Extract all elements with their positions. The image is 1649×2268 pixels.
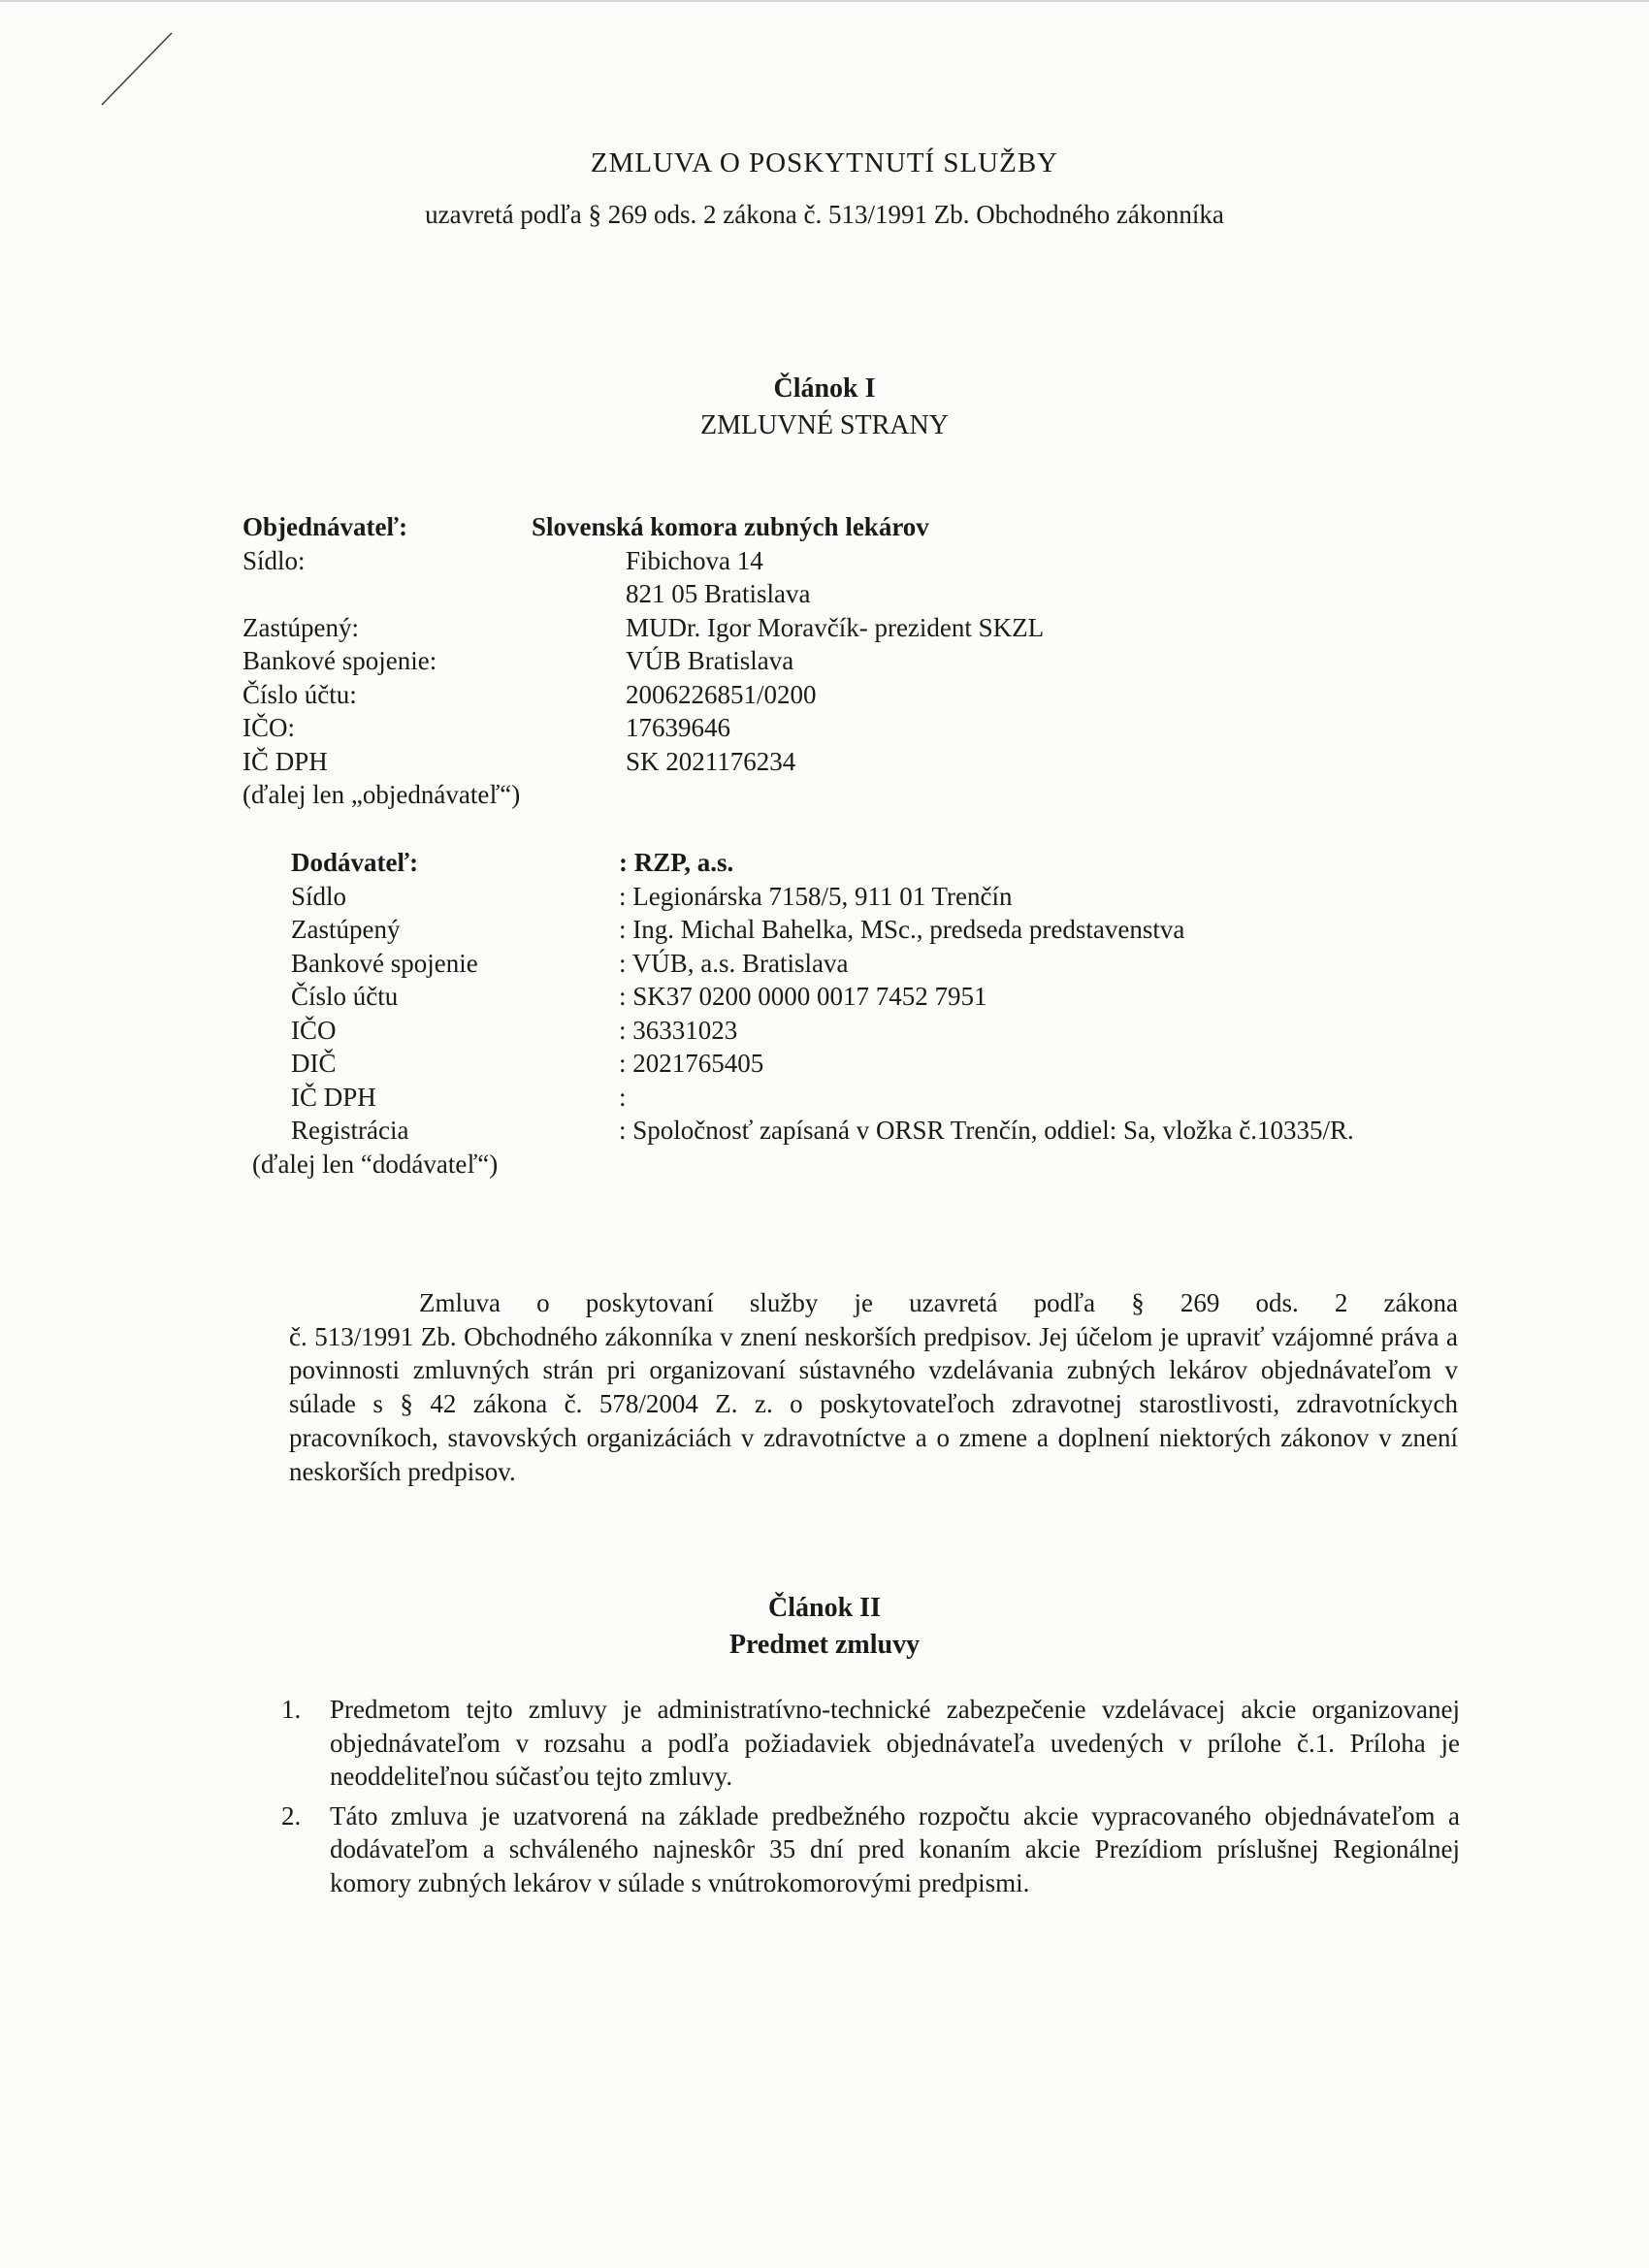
orderer-row [242,745,1044,779]
document-title: ZMLUVA O POSKYTNUTÍ SLUŽBY [590,147,1059,178]
article-1-name: ZMLUVNÉ STRANY [700,410,949,440]
orderer-row-label [242,577,626,611]
scan-edge [0,0,1649,2]
supplier-role-label: Dodávateľ: [291,848,419,877]
orderer-row [242,711,1044,745]
orderer-alias: (ďalej len „objednávateľ“) [242,780,521,809]
supplier-row [291,1047,1354,1081]
supplier-row-label: Číslo účtu [291,982,399,1011]
orderer-block [242,510,1044,812]
list-item-text: Predmetom tejto zmluvy je administratívno-technické zabezpečenie vzdelávacej akcie organizovanej objednávateľom v rozsahu a podľa požiadaviek objednávateľa uvedených v prílohe č.1. Príloha je neoddeliteľnou súčasťou tejto zmluvy. [330,1695,1460,1791]
supplier-row-label: Sídlo [291,881,347,911]
pen-stroke-mark [92,29,179,112]
supplier-row-value: : SK37 0200 0000 0017 7452 7951 [619,982,987,1011]
supplier-row-value: : Spoločnosť zapísaná v ORSR Trenčín, oddiel: Sa, vložka č.10335/R. [619,1116,1354,1145]
article-2-list [281,1693,1460,1905]
supplier-row-label: IČ DPH [291,1082,376,1112]
orderer-row-value: VÚB Bratislava [626,646,794,675]
orderer-row-label: IČO: [242,713,295,742]
supplier-row [291,1081,1354,1115]
supplier-row-value: : 36331023 [619,1015,738,1045]
supplier-row-label: Bankové spojenie [291,948,478,978]
orderer-row-label: IČ DPH [242,746,328,776]
orderer-row [242,644,1044,678]
intro-first-line: Zmluva o poskytovaní služby je uzavretá podľa § 269 ods. 2 zákona [419,1288,1458,1317]
supplier-name-row [291,846,1354,880]
supplier-block [252,846,1354,1181]
intro-paragraph [289,1286,1458,1488]
orderer-row [242,544,1044,578]
orderer-name-row [242,510,1044,544]
supplier-row [291,913,1354,947]
orderer-row-value: 821 05 Bratislava [626,579,811,608]
supplier-row-label: Registrácia [291,1116,409,1145]
intro-body: č. 513/1991 Zb. Obchodného zákonníka v znení neskorších predpisov. Jej účelom je upraviť vzájomné práva a povinnosti zmluvných strán pri organizovaní sústavného vzdelávania zubných lekárov objednávateľom v súlade s § 42 zákona č. 578/2004 Z. z. o poskytovateľoch zdravotnej starostlivosti, zdravotníckych pracovníkoch, stavovských organizáciách v zdravotníctve a o zmene a doplnení niektorých zákonov v znení neskorších predpisov. [289,1321,1458,1486]
orderer-row [242,611,1044,645]
document-subtitle: uzavretá podľa § 269 ods. 2 zákona č. 513/1991 Zb. Obchodného zákonníka [425,200,1224,229]
orderer-row-value: SK 2021176234 [626,746,796,776]
article-2-number: Článok II [768,1593,881,1623]
supplier-alias-row [252,1148,1354,1182]
article-2-name: Predmet zmluvy [728,1630,921,1660]
supplier-row-label: Zastúpený [291,915,401,944]
supplier-row-value: : [619,1082,627,1112]
supplier-row-label: DIČ [291,1049,337,1078]
supplier-row [291,947,1354,981]
article-1-number: Článok I [773,373,876,404]
orderer-row [242,577,1044,611]
orderer-row-label: Číslo účtu: [242,679,357,709]
supplier-row [291,1114,1354,1148]
orderer-row-value: 17639646 [626,713,730,742]
orderer-row-value: Fibichova 14 [626,545,763,575]
orderer-role-label: Objednávateľ: [242,512,408,541]
list-item [281,1693,1460,1794]
supplier-row [291,880,1354,914]
orderer-row-label: Bankové spojenie: [242,646,437,675]
orderer-alias-row [242,778,1044,812]
orderer-row-value: 2006226851/0200 [626,679,817,709]
supplier-row [291,980,1354,1014]
supplier-row-label: IČO [291,1015,337,1045]
supplier-row-value: : VÚB, a.s. Bratislava [619,948,849,978]
supplier-row-value: : 2021765405 [619,1049,764,1078]
list-item [281,1799,1460,1900]
supplier-alias: (ďalej len “dodávateľ“) [252,1149,499,1179]
supplier-row-value: : Ing. Michal Bahelka, MSc., predseda predstavenstva [619,915,1185,944]
supplier-name: : RZP, a.s. [619,848,734,877]
list-item-text: Táto zmluva je uzatvorená na základe predbežného rozpočtu akcie vypracovaného objednávateľom a dodávateľom a schváleného najneskôr 35 dní pred konaním akcie Prezídiom príslušnej Regionálnej komory zubných lekárov v súlade s vnútrokomorovými predpismi. [330,1800,1460,1897]
orderer-name: Slovenská komora zubných lekárov [532,512,929,541]
orderer-row-label: Zastúpený: [242,612,359,642]
orderer-row [242,678,1044,712]
supplier-row [291,1014,1354,1048]
supplier-row-value: : Legionárska 7158/5, 911 01 Trenčín [619,881,1013,911]
list-item-number: 2. [281,1800,302,1831]
orderer-row-value: MUDr. Igor Moravčík- prezident SKZL [626,612,1045,642]
list-item-number: 1. [281,1695,302,1724]
orderer-row-label: Sídlo: [242,545,306,575]
